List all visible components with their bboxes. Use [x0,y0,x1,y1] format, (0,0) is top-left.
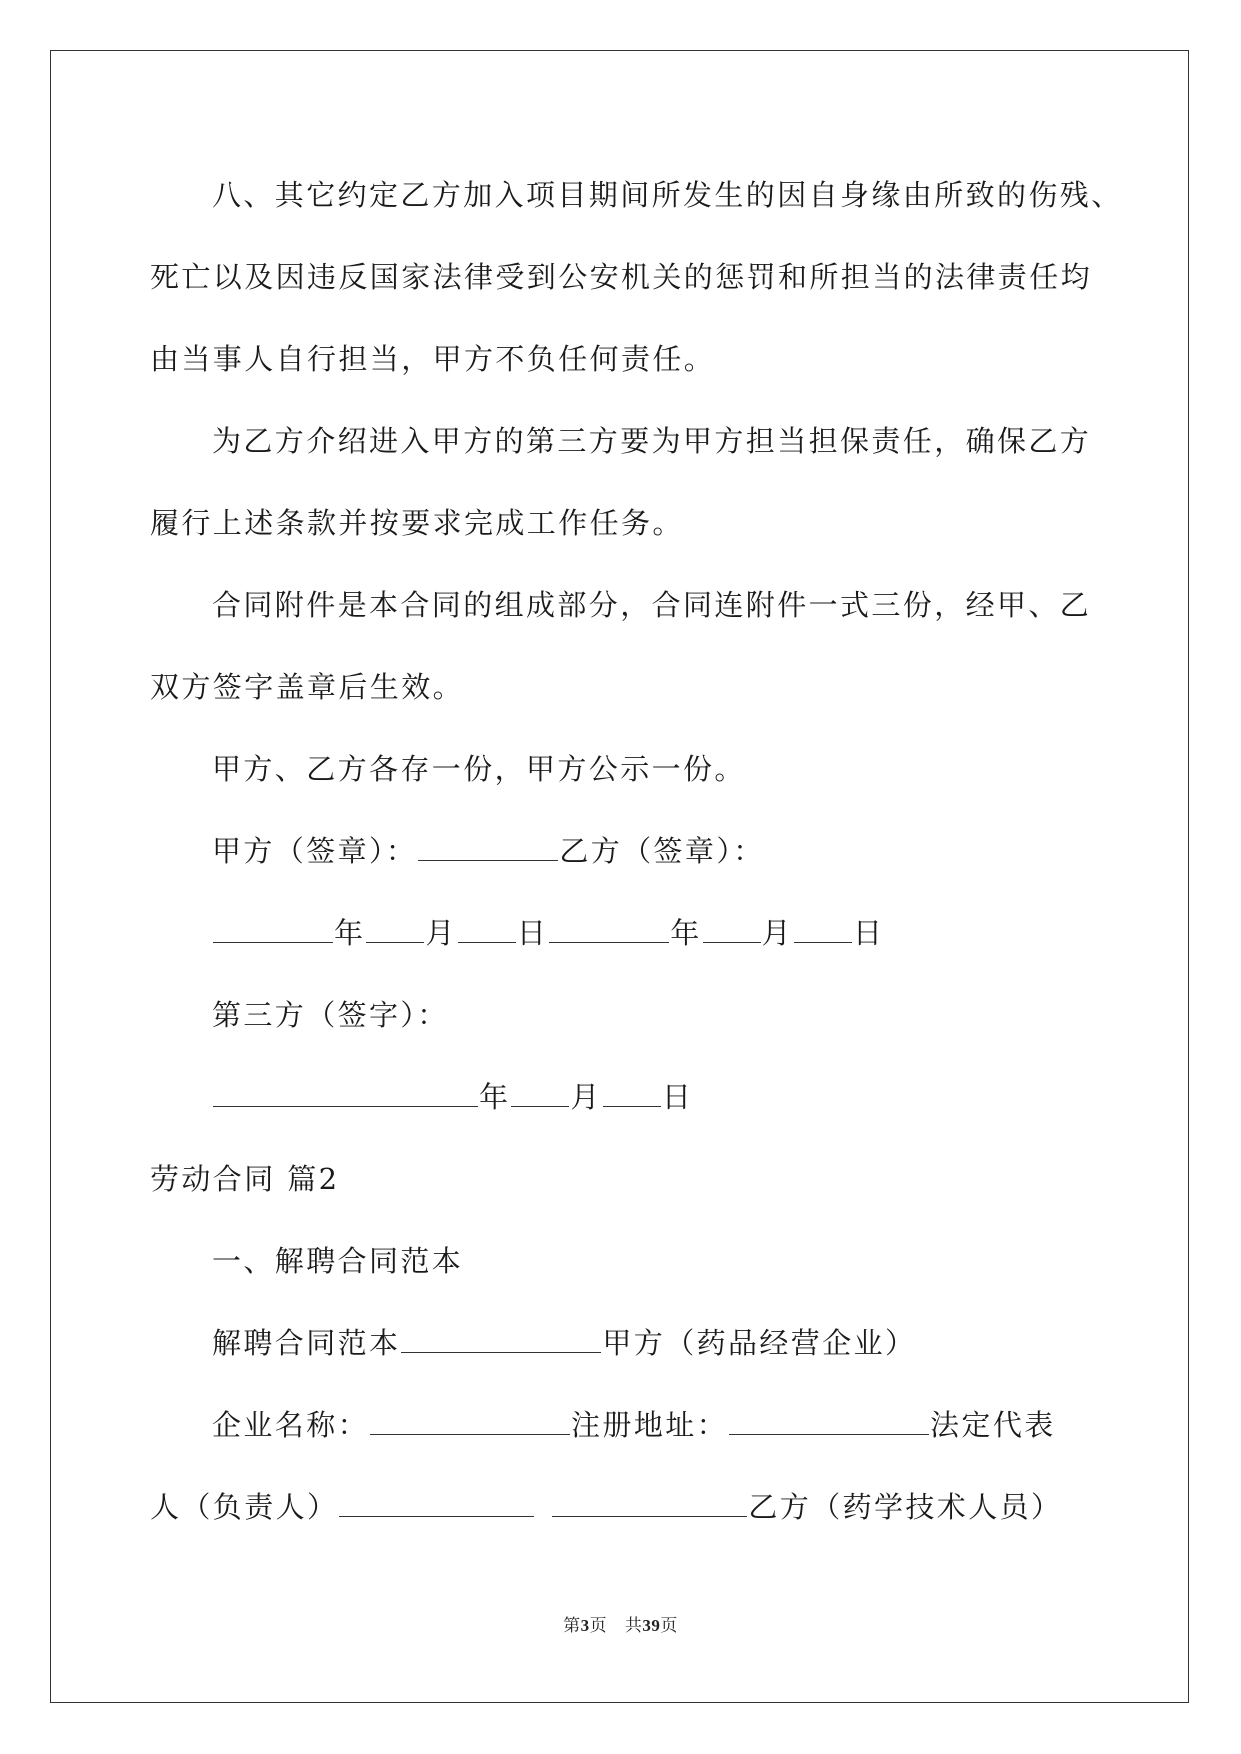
year-label: 年 [479,1080,511,1114]
page-number: 3 [580,1616,590,1635]
reg-address-label: 注册地址： [571,1408,729,1442]
day-label: 日 [853,916,885,950]
party-a-sign-label: 甲方（签章）： [212,834,418,868]
year-label: 年 [670,916,702,950]
day-label: 日 [516,916,549,950]
company-name-blank[interactable] [370,1404,570,1435]
section-item: 一、解聘合同范本 [212,1244,464,1278]
template-blank[interactable] [401,1322,601,1353]
template-line [150,1313,1110,1395]
company-name-label: 企业名称： [212,1408,370,1442]
third-party-sign-label: 第三方（签字）： [212,998,449,1032]
party-b-label: 乙方（药学技术人员） [748,1490,1063,1524]
year-label: 年 [334,916,366,950]
template-title: 解聘合同范本 [212,1326,401,1360]
day-blank[interactable] [794,912,852,943]
party-a-sign-blank[interactable] [418,830,558,861]
year-blank[interactable] [213,912,333,943]
page-footer: 第3页 共39页 [563,1616,678,1636]
party-a-label: 甲方（药品经营企业） [602,1326,917,1360]
legal-rep-label: 法定代表 [930,1408,1056,1442]
paragraph-line: 八、其它约定乙方加入项目期间所发生的因自身缘由所致的伤残、 [212,178,1123,212]
reg-address-blank[interactable] [729,1404,929,1435]
month-blank[interactable] [511,1076,569,1107]
party-b-sign-label: 乙方（签章）： [559,834,765,868]
month-blank[interactable] [703,912,761,943]
month-label: 月 [761,916,794,950]
third-party-blank[interactable] [213,1076,478,1107]
paragraph-line: 双方签字盖章后生效。 [150,670,465,704]
paragraph-line: 死亡以及因违反国家法律受到公安机关的惩罚和所担当的法律责任均 [150,260,1093,294]
legal-rep-line [150,1477,1110,1559]
day-blank[interactable] [458,912,516,943]
company-line [150,1395,1110,1477]
legal-rep-label-cont: 人（负责人） [150,1490,339,1524]
date-line [150,903,1110,985]
total-pages: 39 [642,1616,661,1635]
signature-line [150,821,1110,903]
day-blank[interactable] [603,1076,661,1107]
paragraph-line: 合同附件是本合同的组成部分，合同连附件一式三份，经甲、乙 [212,588,1092,622]
day-label: 日 [661,1080,694,1114]
paragraph-line: 甲方、乙方各存一份，甲方公示一份。 [212,752,746,786]
legal-rep-blank[interactable] [339,1486,534,1517]
section-heading: 劳动合同 篇2 [150,1162,340,1196]
month-blank[interactable] [366,912,424,943]
paragraph-line: 为乙方介绍进入甲方的第三方要为甲方担当担保责任，确保乙方 [212,424,1092,458]
month-label: 月 [570,1080,602,1114]
date-line [150,1067,1110,1149]
document-body [150,165,1123,1559]
paragraph-line: 履行上述条款并按要求完成工作任务。 [150,506,684,540]
paragraph-line: 由当事人自行担当，甲方不负任何责任。 [150,342,716,376]
month-label: 月 [425,916,457,950]
legal-rep-blank-2[interactable] [552,1486,747,1517]
year-blank[interactable] [549,912,669,943]
